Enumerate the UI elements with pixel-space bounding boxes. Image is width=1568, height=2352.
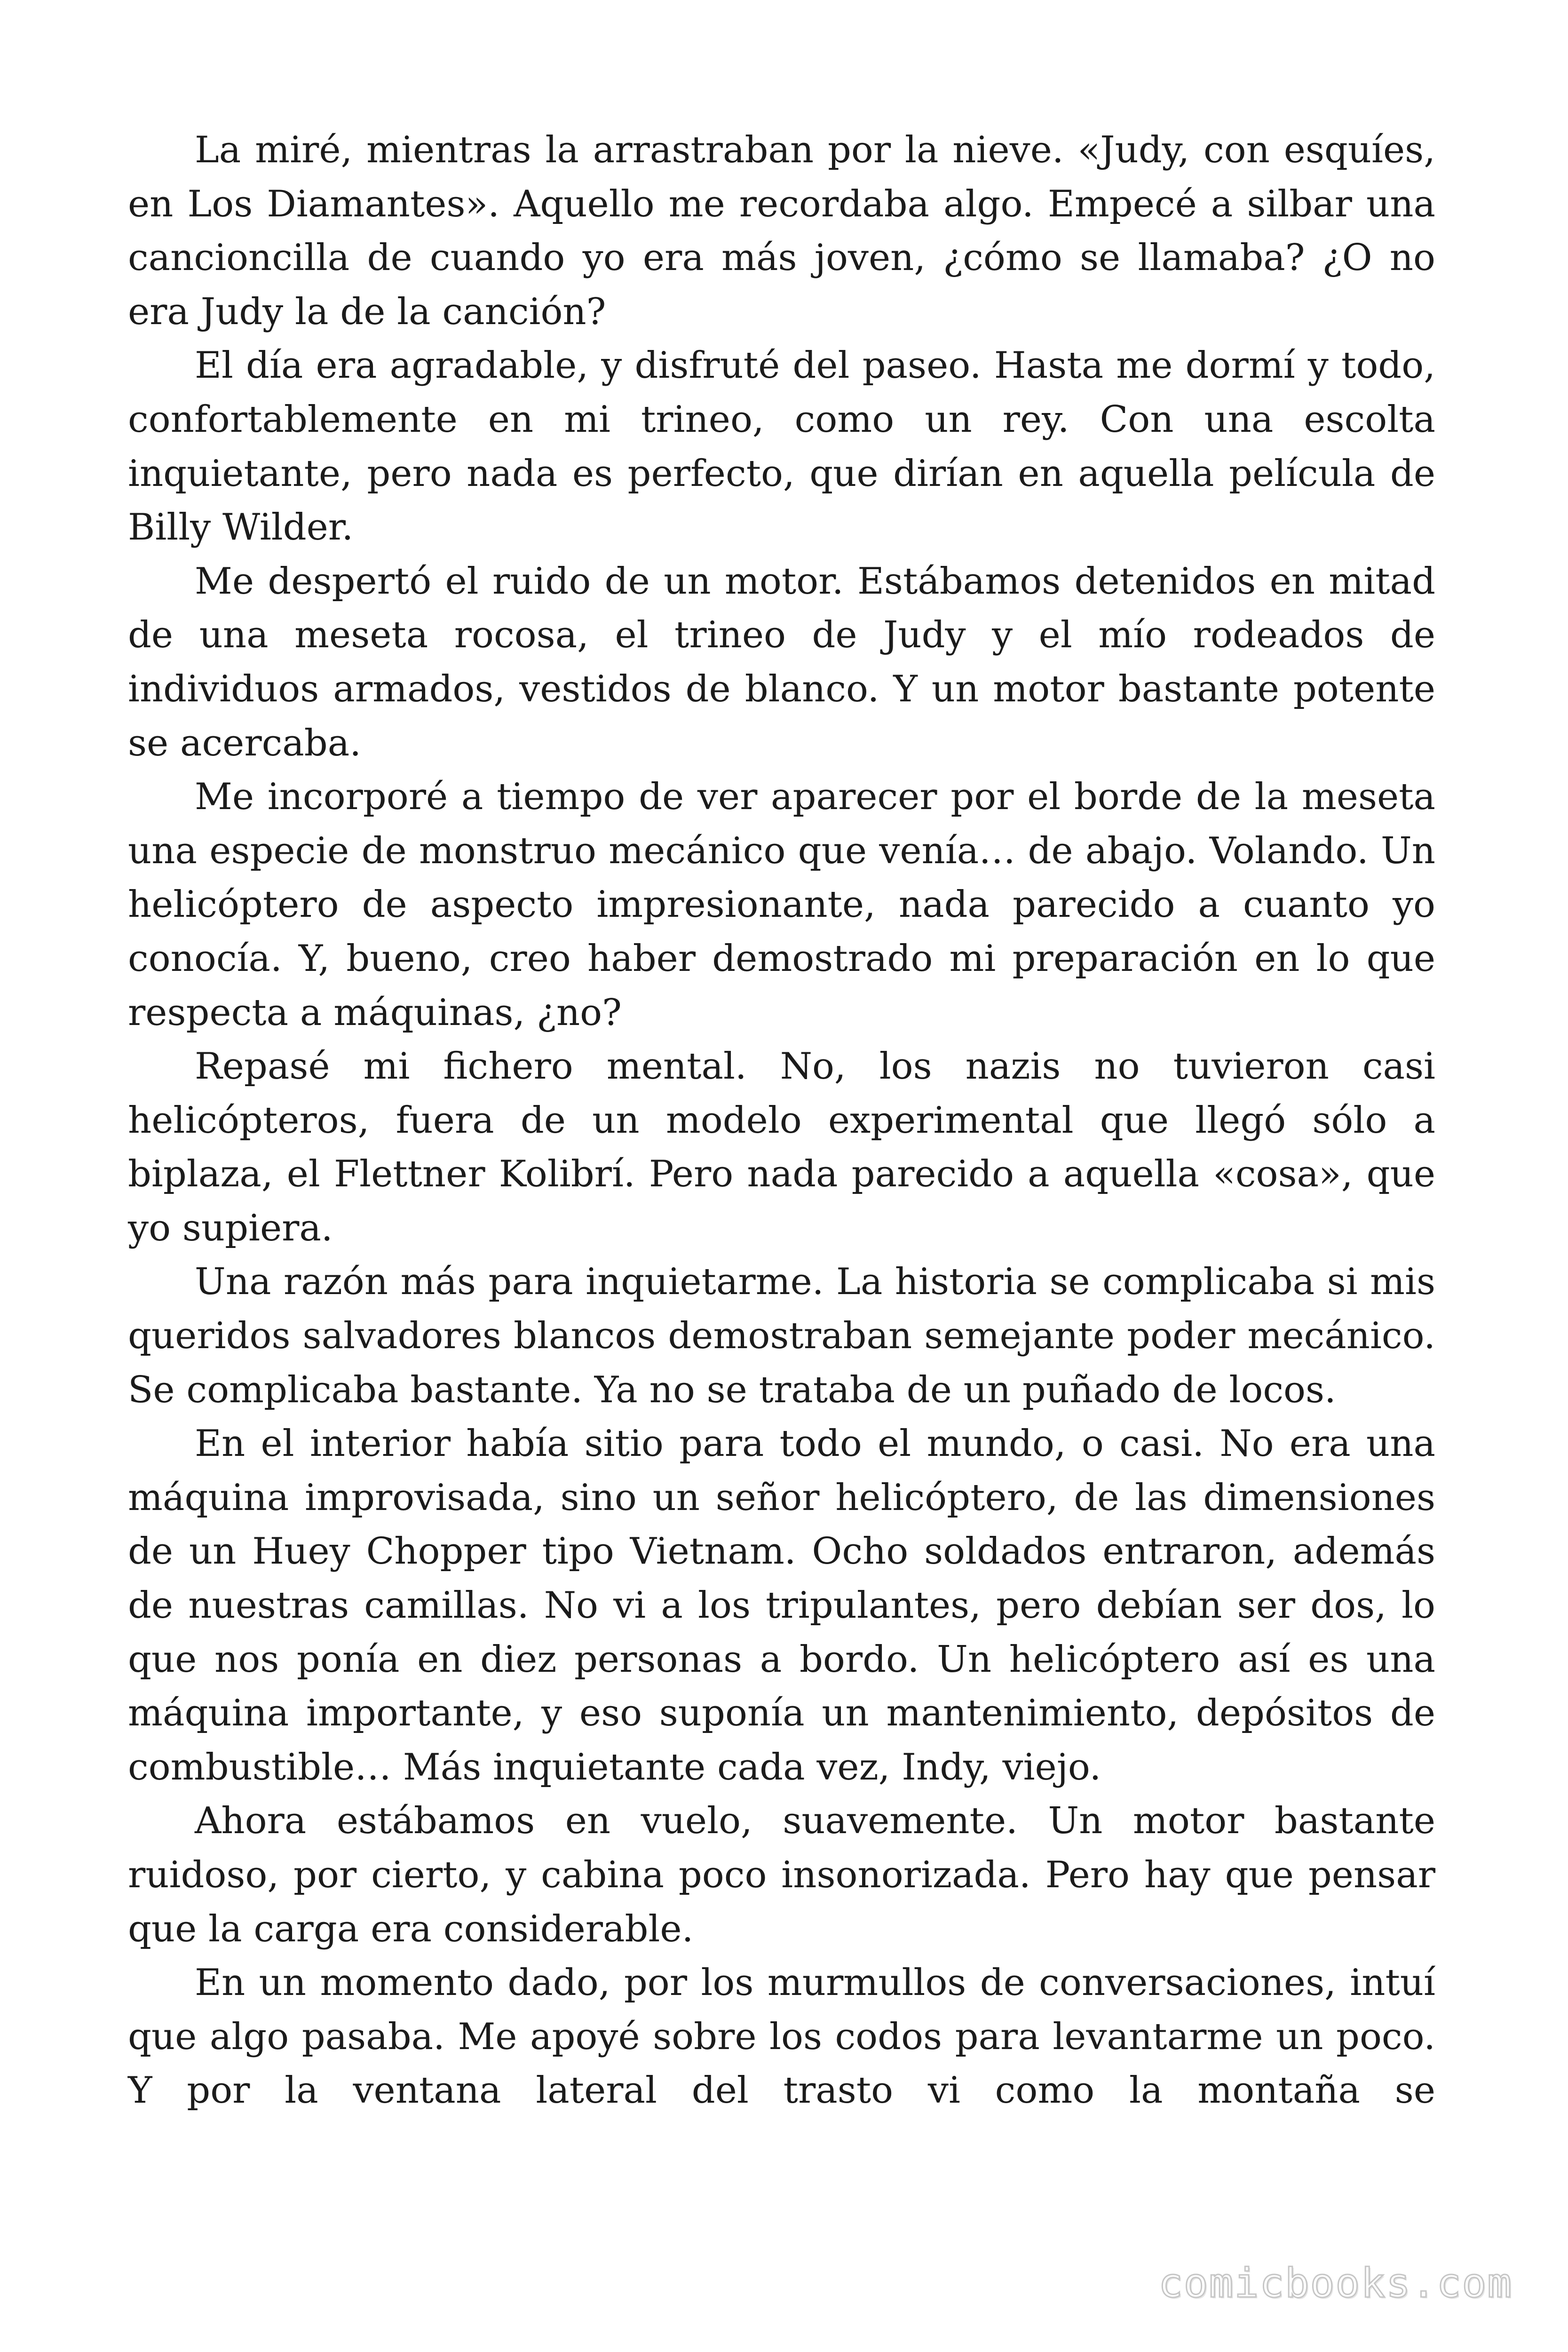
paragraph: La miré, mientras la arrastraban por la nieve. «Judy, con esquíes, en Los Diamantes». Aquello me recordaba algo. Empecé a silbar una cancioncilla de cuando yo era más joven, ¿cómo se llamaba? ¿O no era Judy la de la canción? [128,129,1435,333]
paragraph: Me incorporé a tiempo de ver aparecer por el borde de la meseta una especie de monstruo mecánico que venía… de abajo. Volando. Un helicóptero de aspecto impresionante, nada parecido a cuanto yo conocía. Y, bueno, creo haber demostrado mi preparación en lo que respecta a máquinas, ¿no? [128,776,1435,1034]
body-text [128,123,1435,2118]
paragraph-continued: En un momento dado, por los murmullos de conversaciones, intuí que algo pasaba. Me apoyé sobre los codos para levantarme un poco. Y por la ventana lateral del trasto vi como la montaña se [128,1962,1435,2112]
paragraph: Me despertó el ruido de un motor. Estábamos detenidos en mitad de una meseta rocosa, el trineo de Judy y el mío rodeados de individuos armados, vestidos de blanco. Y un motor bastante potente se acercaba. [128,560,1435,764]
watermark: comicbooks.com [1158,2260,1513,2307]
paragraph: Repasé mi fichero mental. No, los nazis no tuvieron casi helicópteros, fuera de un modelo experimental que llegó sólo a biplaza, el Flettner Kolibrí. Pero nada parecido a aquella «cosa», que yo supiera. [128,1045,1435,1249]
paragraph: Ahora estábamos en vuelo, suavemente. Un motor bastante ruidoso, por cierto, y cabina poco insonorizada. Pero hay que pensar que la carga era considerable. [128,1800,1435,1950]
paragraph: Una razón más para inquietarme. La historia se complicaba si mis queridos salvadores blancos demostraban semejante poder mecánico. Se complicaba bastante. Ya no se trataba de un puñado de locos. [128,1261,1435,1411]
paragraph: El día era agradable, y disfruté del paseo. Hasta me dormí y todo, confortablemente en mi trineo, como un rey. Con una escolta inquietante, pero nada es perfecto, que dirían en aquella película de Billy Wilder. [128,344,1435,549]
paragraph: En el interior había sitio para todo el mundo, o casi. No era una máquina improvisada, sino un señor helicóptero, de las dimensiones de un Huey Chopper tipo Vietnam. Ocho soldados entraron, además de nuestras camillas. No vi a los tripulantes, pero debían ser dos, lo que nos ponía en diez personas a bordo. Un helicóptero así es una máquina importante, y eso suponía un mantenimiento, depósitos de combustible… Más inquietante cada vez, Indy, viejo. [128,1422,1435,1788]
